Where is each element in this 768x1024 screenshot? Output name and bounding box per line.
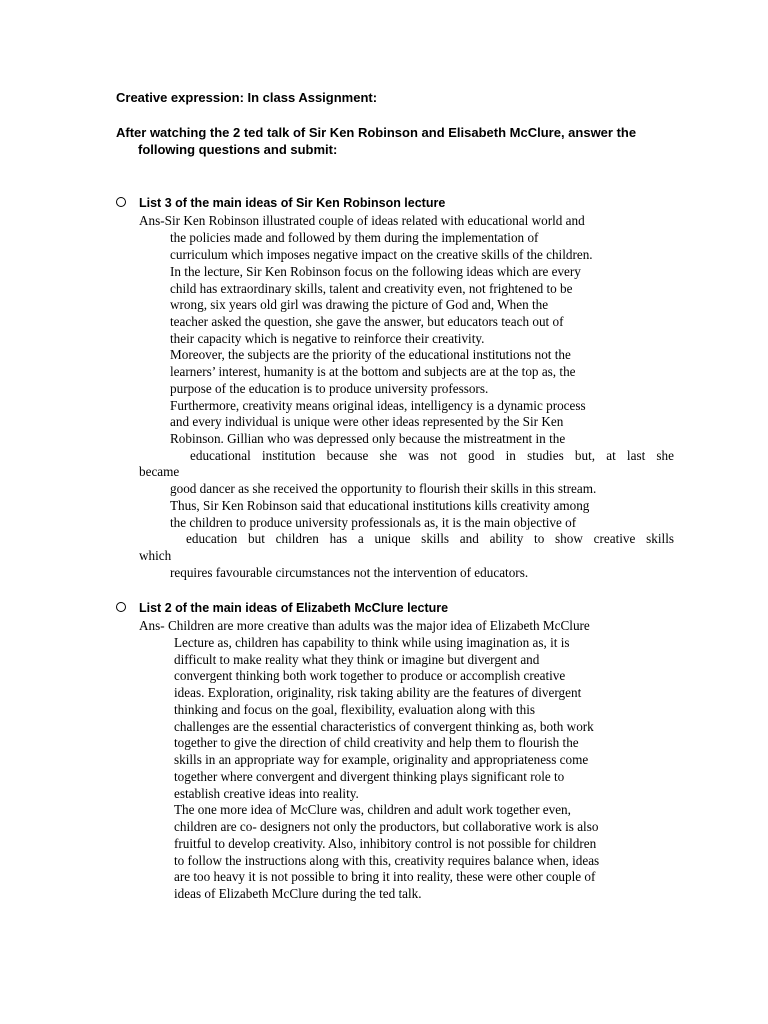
bullet-circle-icon [116, 197, 126, 207]
answer-line: the policies made and followed by them during the implementation of [170, 230, 539, 245]
answer-line: together where convergent and divergent thinking plays significant role to [174, 769, 565, 784]
answer-line: difficult to make reality what they think or imagine but divergent and [174, 652, 540, 667]
answer-line: requires favourable circumstances not the intervention of educators. [170, 565, 529, 580]
answer-line: Lecture as, children has capability to think while using imagination as, it is [174, 635, 570, 650]
intro-line: following questions and submit: [138, 142, 338, 157]
answer-line: Ans- Children are more creative than adults was the major idea of Elizabeth McClure [139, 618, 590, 633]
answer-line: education but children has a unique skills and ability to show creative skills [186, 531, 674, 546]
question-title: List 2 of the main ideas of Elizabeth McClure lecture [139, 601, 449, 615]
intro-paragraph [116, 124, 676, 158]
answer-line: became [139, 464, 180, 479]
answer-line: their capacity which is negative to reinforce their creativity. [170, 331, 485, 346]
answer-line: convergent thinking both work together to produce or accomplish creative [174, 668, 566, 683]
answer-line: curriculum which imposes negative impact on the creative skills of the children. [170, 247, 593, 262]
answer-line: educational institution because she was not good in studies but, at last she [190, 448, 674, 463]
answer-line: establish creative ideas into reality. [174, 786, 359, 801]
answer-line: purpose of the education is to produce university professors. [170, 381, 489, 396]
answer-line: learners’ interest, humanity is at the bottom and subjects are at the top as, the [170, 364, 576, 379]
answer-line: wrong, six years old girl was drawing the picture of God and, When the [170, 297, 549, 312]
answer-line: Robinson. Gillian who was depressed only because the mistreatment in the [170, 431, 566, 446]
bullet-circle-icon [116, 602, 126, 612]
intro-line: After watching the 2 ted talk of Sir Ken Robinson and Elisabeth McClure, answer the [116, 125, 637, 140]
answer-line: fruitful to develop creativity. Also, inhibitory control is not possible for children [174, 836, 597, 851]
question-title: List 3 of the main ideas of Sir Ken Robinson lecture [139, 196, 446, 210]
answer-line: teacher asked the question, she gave the answer, but educators teach out of [170, 314, 564, 329]
answer-line: Thus, Sir Ken Robinson said that educational institutions kills creativity among [170, 498, 590, 513]
answer-line: and every individual is unique were other ideas represented by the Sir Ken [170, 414, 564, 429]
answer-line: together to give the direction of child creativity and help them to flourish the [174, 735, 579, 750]
answer-line: Furthermore, creativity means original ideas, intelligency is a dynamic process [170, 398, 586, 413]
answer-line: Moreover, the subjects are the priority of the educational institutions not the [170, 347, 571, 362]
answer-line: In the lecture, Sir Ken Robinson focus on the following ideas which are every [170, 264, 581, 279]
answer-line: Ans-Sir Ken Robinson illustrated couple of ideas related with educational world and [139, 213, 585, 228]
answer-line: ideas of Elizabeth McClure during the ted talk. [174, 886, 422, 901]
answer-line: The one more idea of McClure was, children and adult work together even, [174, 802, 571, 817]
answer-line: skills in an appropriate way for example, originality and appropriateness come [174, 752, 589, 767]
answer-line: ideas. Exploration, originality, risk taking ability are the features of divergent [174, 685, 582, 700]
answer-line: children are co- designers not only the productors, but collaborative work is also [174, 819, 599, 834]
answer-line: thinking and focus on the goal, flexibility, evaluation along with this [174, 702, 536, 717]
answer-line: the children to produce university professionals as, it is the main objective of [170, 515, 577, 530]
page-title: Creative expression: In class Assignment: [116, 90, 378, 105]
answer-line: are too heavy it is not possible to bring it into reality, these were other couple of [174, 869, 596, 884]
answer-line: which [139, 548, 172, 563]
answer-line: child has extraordinary skills, talent and creativity even, not frightened to be [170, 281, 573, 296]
answer-line: good dancer as she received the opportunity to flourish their skills in this stream. [170, 481, 597, 496]
answer-line: to follow the instructions along with this, creativity requires balance when, ideas [174, 853, 600, 868]
answer-line: challenges are the essential characteristics of convergent thinking as, both work [174, 719, 594, 734]
